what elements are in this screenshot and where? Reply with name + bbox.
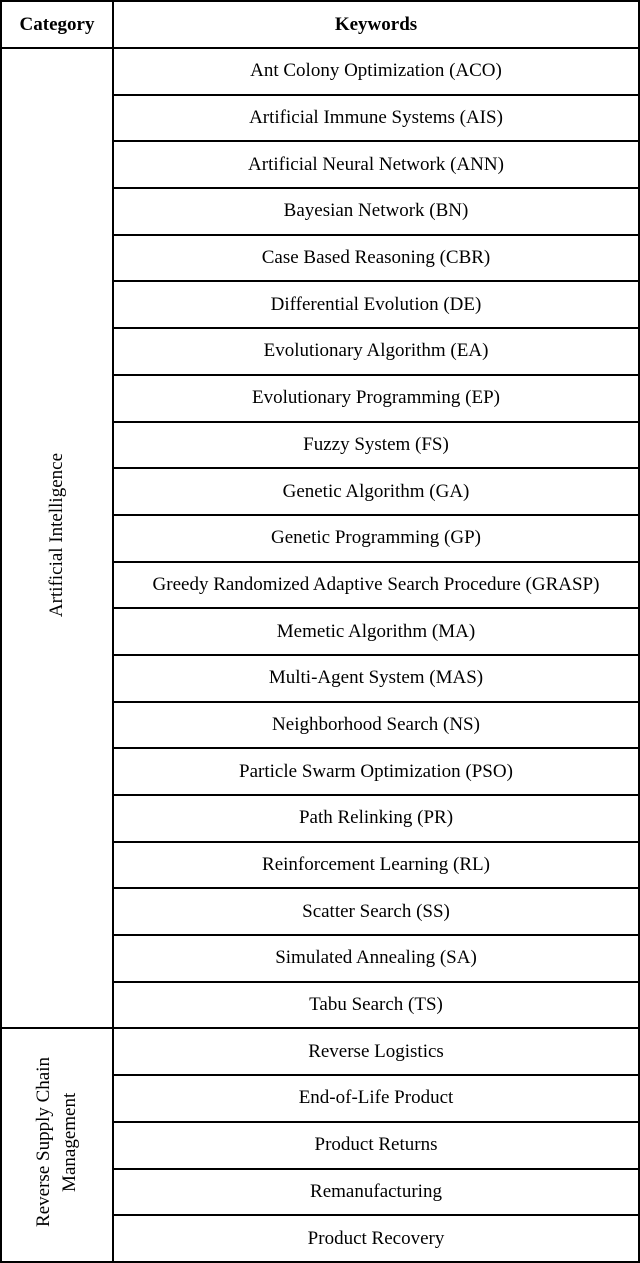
- keyword-cell: Genetic Algorithm (GA): [113, 468, 639, 515]
- keyword-cell: Particle Swarm Optimization (PSO): [113, 748, 639, 795]
- keyword-cell: Reverse Logistics: [113, 1028, 639, 1075]
- keyword-cell: Product Recovery: [113, 1215, 639, 1262]
- keyword-cell: End-of-Life Product: [113, 1075, 639, 1122]
- keyword-cell: Greedy Randomized Adaptive Search Procedure (GRASP): [113, 562, 639, 609]
- keyword-cell: Remanufacturing: [113, 1169, 639, 1216]
- category-cell: [1, 1028, 113, 1261]
- category-label-line2: Management: [59, 1092, 80, 1192]
- keyword-cell: Bayesian Network (BN): [113, 188, 639, 235]
- keyword-cell: Memetic Algorithm (MA): [113, 608, 639, 655]
- keyword-cell: Simulated Annealing (SA): [113, 935, 639, 982]
- category-header: Category: [1, 1, 113, 48]
- keyword-cell: Artificial Immune Systems (AIS): [113, 95, 639, 142]
- category-cell: [1, 48, 113, 1028]
- keyword-cell: Fuzzy System (FS): [113, 422, 639, 469]
- table-row: [1, 1028, 639, 1075]
- keyword-cell: Neighborhood Search (NS): [113, 702, 639, 749]
- keyword-cell: Evolutionary Algorithm (EA): [113, 328, 639, 375]
- keyword-cell: Artificial Neural Network (ANN): [113, 141, 639, 188]
- keyword-cell: Genetic Programming (GP): [113, 515, 639, 562]
- keyword-cell: Multi-Agent System (MAS): [113, 655, 639, 702]
- keyword-cell: Tabu Search (TS): [113, 982, 639, 1029]
- keyword-cell: Scatter Search (SS): [113, 888, 639, 935]
- category-label-line1: Reverse Supply Chain: [33, 1057, 54, 1228]
- header-row: [1, 1, 639, 48]
- table-row: [1, 48, 639, 95]
- keyword-cell: Path Relinking (PR): [113, 795, 639, 842]
- category-label: Artificial Intelligence: [46, 453, 67, 618]
- keyword-cell: Differential Evolution (DE): [113, 281, 639, 328]
- category-label: [31, 1057, 83, 1227]
- keyword-cell: Ant Colony Optimization (ACO): [113, 48, 639, 95]
- keyword-cell: Case Based Reasoning (CBR): [113, 235, 639, 282]
- keyword-cell: Evolutionary Programming (EP): [113, 375, 639, 422]
- keywords-header: Keywords: [113, 1, 639, 48]
- keyword-cell: Reinforcement Learning (RL): [113, 842, 639, 889]
- keyword-cell: Product Returns: [113, 1122, 639, 1169]
